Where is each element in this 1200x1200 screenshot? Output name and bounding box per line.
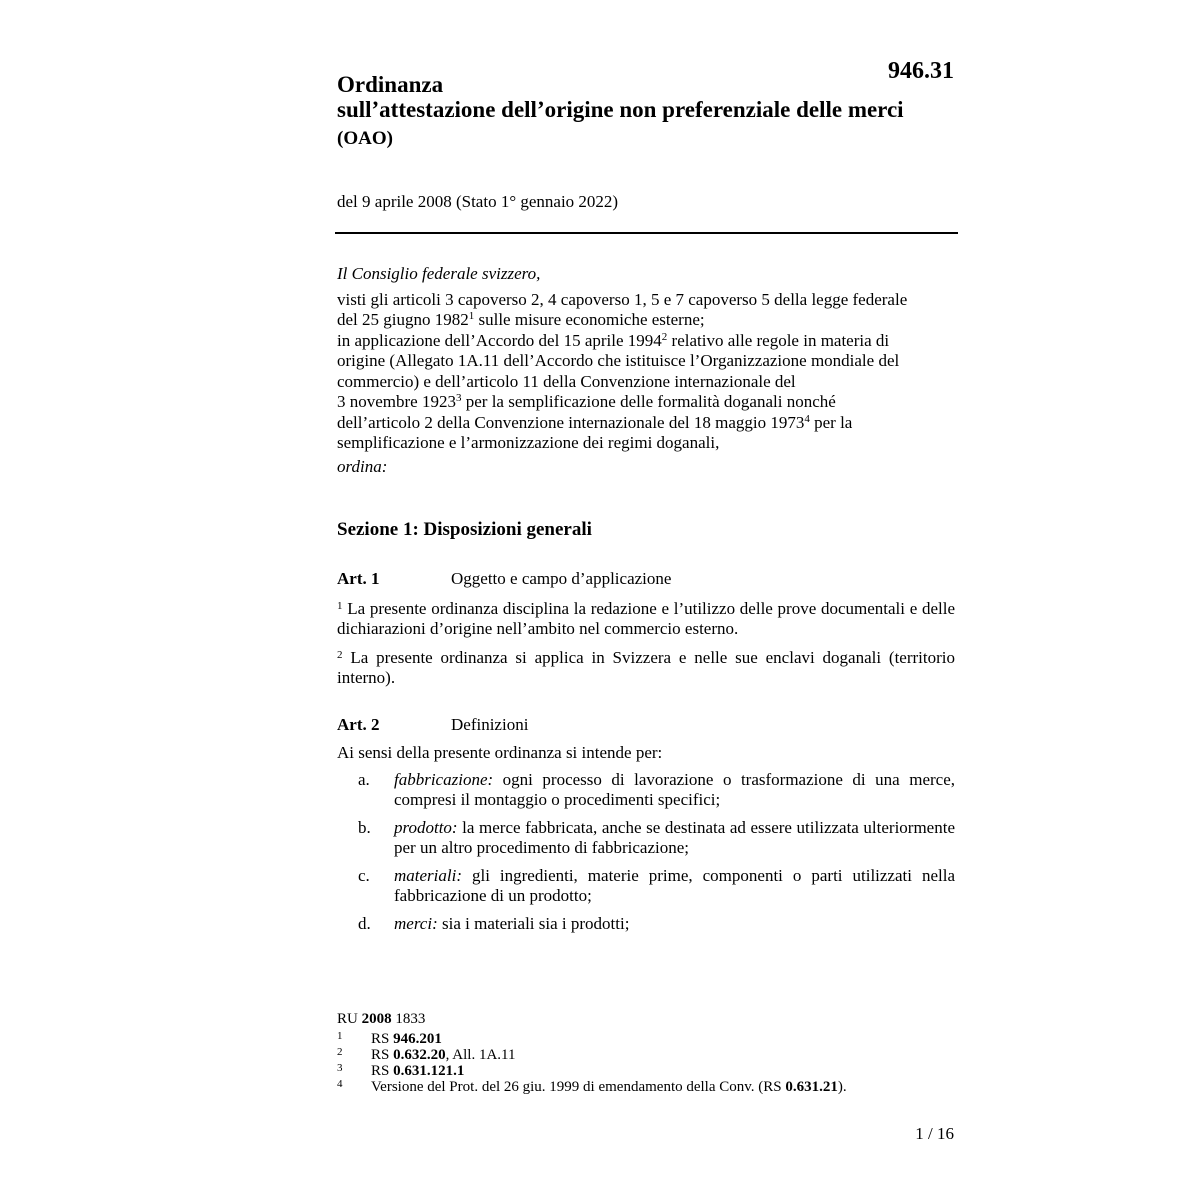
list-item — [337, 818, 955, 857]
preamble-text: relativo alle regole in materia di — [667, 330, 890, 350]
definition-term: materiali: — [394, 866, 462, 885]
ru-page: 1833 — [391, 1011, 426, 1027]
list-item — [337, 914, 955, 934]
preamble-line: visti gli articoli 3 capoverso 2, 4 capoverso 1, 5 e 7 capoverso 5 della legge federale — [337, 289, 908, 309]
title-line-1: Ordinanza — [337, 72, 444, 97]
preamble-line: origine (Allegato 1A.11 dell’Accordo che istituisce l’Organizzazione mondiale del — [337, 351, 900, 370]
footnote-ref-2[interactable]: 2 — [661, 330, 668, 343]
preamble-ordina: ordina: — [337, 456, 388, 476]
title-line-2: sull’attestazione dell’origine non preferenziale delle merci — [337, 97, 904, 122]
footnote-ref-3[interactable]: 3 — [455, 392, 462, 404]
paragraph-number: 2 — [337, 649, 343, 661]
preamble-line — [337, 331, 955, 352]
official-compilation-reference — [337, 1011, 955, 1028]
article-number: Art. 1 — [337, 569, 380, 588]
page-number: 1 / 16 — [915, 1124, 954, 1143]
list-item — [337, 866, 955, 905]
definitions-list — [337, 770, 955, 943]
paragraph-text: La presente ordinanza si applica in Svizzera e nelle sue enclavi doganali (territorio interno). — [337, 648, 955, 687]
preamble-line — [337, 413, 955, 434]
preamble-text: sulle misure economiche esterne; — [474, 310, 705, 329]
preamble-text: dell’articolo 2 della Convenzione internazionale del 18 maggio 1973 — [337, 412, 805, 432]
list-item-letter: b. — [358, 818, 371, 837]
paragraph-text: La presente ordinanza disciplina la redazione e l’utilizzo delle prove documentali e delle dichiarazioni d’origine nell’ambito nel commercio esterno. — [337, 599, 955, 638]
preamble-text: per la semplificazione delle formalità doganali nonché — [461, 392, 836, 411]
article-number: Art. 2 — [337, 715, 380, 734]
footnote-ref-1[interactable]: 1 — [468, 310, 475, 322]
article-title: Oggetto e campo d’applicazione — [451, 569, 672, 588]
preamble-line — [337, 392, 955, 413]
article-1-heading — [337, 569, 955, 589]
section-heading: Sezione 1: Disposizioni generali — [337, 519, 592, 540]
document-title — [337, 72, 904, 151]
preamble-text: per la — [809, 412, 853, 432]
article-1-paragraph-1 — [337, 599, 955, 638]
footnote-ref-4[interactable]: 4 — [804, 412, 810, 425]
footnotes — [337, 1011, 955, 1095]
footnote-reference[interactable]: 0.632.20 — [393, 1047, 446, 1063]
footnote-number: 2 — [337, 1046, 343, 1058]
list-item-letter: d. — [358, 914, 371, 933]
footnote-reference[interactable]: 946.201 — [393, 1031, 442, 1047]
preamble-text: del 25 giugno 1982 — [337, 310, 469, 329]
definition-text: la merce fabbricata, anche se destinata ad essere utilizzata ulteriormente per un altro procedimento di fabbricazione; — [394, 818, 955, 857]
paragraph-number: 1 — [337, 600, 343, 612]
footnote-1 — [337, 1031, 955, 1047]
article-1-paragraph-2 — [337, 648, 955, 687]
footnote-suffix: , All. 1A.11 — [445, 1047, 516, 1063]
article-title: Definizioni — [451, 715, 529, 734]
list-item-letter: a. — [358, 770, 370, 789]
preamble-line: commercio) e dell’articolo 11 della Convenzione internazionale del — [337, 371, 796, 391]
definition-text: sia i materiali sia i prodotti; — [437, 914, 630, 933]
footnote-suffix: ). — [837, 1079, 847, 1095]
sr-number: 946.31 — [888, 58, 954, 84]
ru-prefix: RU — [337, 1011, 362, 1027]
footnote-prefix: Versione del Prot. del 26 giu. 1999 di emendamento della Conv. (RS — [371, 1079, 786, 1095]
footnote-number: 4 — [337, 1078, 343, 1090]
footnote-reference[interactable]: 0.631.21 — [785, 1079, 838, 1095]
document-page — [337, 0, 959, 1200]
footnote-prefix: RS — [371, 1031, 394, 1047]
article-2-heading — [337, 715, 955, 735]
footnote-2 — [337, 1047, 955, 1063]
article-2-intro: Ai sensi della presente ordinanza si intende per: — [337, 743, 663, 762]
definition-term: prodotto: — [394, 818, 458, 837]
footnote-3 — [337, 1063, 955, 1079]
preamble-text: in applicazione dell’Accordo del 15 aprile 1994 — [337, 330, 662, 350]
preamble-line: semplificazione e l’armonizzazione dei regimi doganali, — [337, 433, 720, 452]
header-divider — [335, 232, 958, 234]
definition-term: merci: — [394, 914, 438, 933]
definition-text: gli ingredienti, materie prime, componenti o parti utilizzati nella fabbricazione di un prodotto; — [394, 866, 955, 905]
preamble — [337, 264, 955, 477]
footnote-prefix: RS — [371, 1063, 394, 1079]
date-line: del 9 aprile 2008 (Stato 1° gennaio 2022) — [337, 192, 619, 211]
footnote-4 — [337, 1079, 955, 1095]
ru-year: 2008 — [361, 1011, 392, 1027]
list-item — [337, 770, 955, 809]
footnote-number: 3 — [337, 1062, 343, 1074]
footnote-reference[interactable]: 0.631.121.1 — [393, 1063, 465, 1079]
preamble-authority: Il Consiglio federale svizzero, — [337, 264, 541, 283]
definition-text: ogni processo di lavorazione o trasformazione di una merce, compresi il montaggio o procedimenti specifici; — [394, 770, 955, 809]
list-item-letter: c. — [358, 866, 370, 885]
preamble-text: 3 novembre 1923 — [337, 392, 456, 411]
footnote-number: 1 — [337, 1030, 343, 1042]
title-abbreviation: (OAO) — [337, 128, 393, 149]
footnote-prefix: RS — [371, 1047, 394, 1063]
preamble-line — [337, 310, 955, 331]
definition-term: fabbricazione: — [394, 770, 494, 789]
